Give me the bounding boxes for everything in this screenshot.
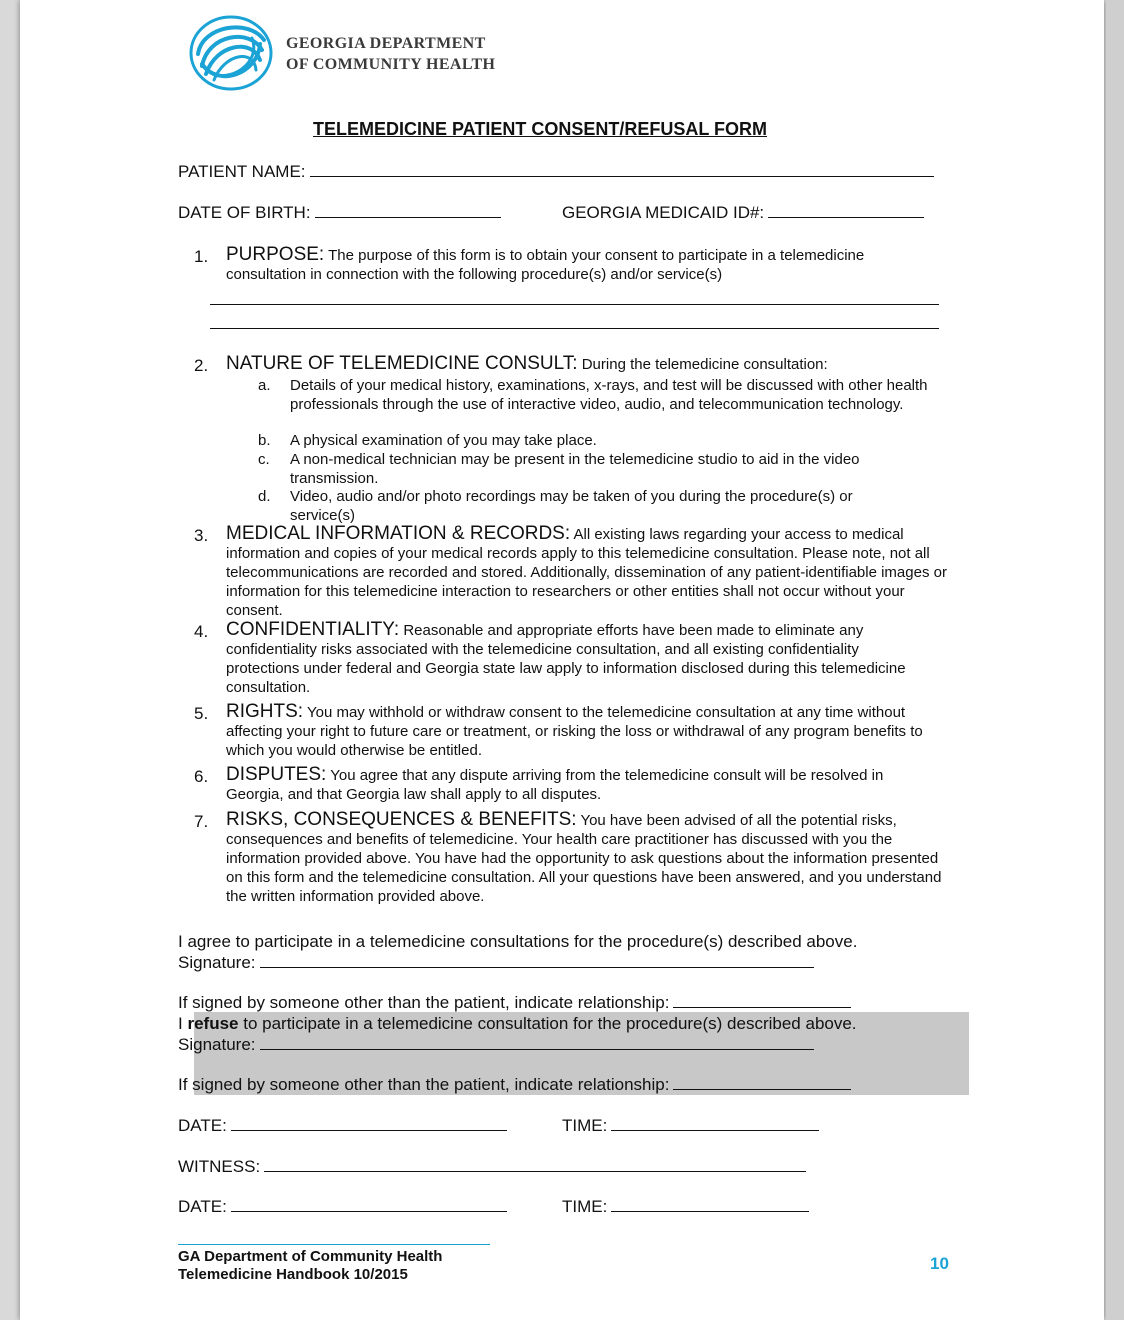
witness-line[interactable] xyxy=(264,1170,806,1172)
medicaid-id-field[interactable] xyxy=(562,203,924,223)
org-name-line1: GEORGIA DEPARTMENT xyxy=(286,35,486,52)
time2-line[interactable] xyxy=(611,1210,809,1212)
refuse-signature-line[interactable] xyxy=(260,1048,814,1050)
patient-name-field[interactable] xyxy=(178,162,934,182)
dob-label: DATE OF BIRTH: xyxy=(178,203,311,222)
witness-field[interactable] xyxy=(178,1157,806,1177)
refuse-statement xyxy=(178,1014,857,1034)
section-heading: PURPOSE: xyxy=(226,244,325,265)
section-number: 4. xyxy=(194,622,209,641)
time2-field[interactable] xyxy=(562,1197,809,1217)
section-number: 5. xyxy=(194,704,209,723)
list-item-text: A non-medical technician may be present in the telemedicine studio to aid in the video transmission. xyxy=(290,451,860,487)
section-medical-records xyxy=(226,524,948,620)
refuse-relationship-field[interactable] xyxy=(178,1075,851,1095)
date-field[interactable] xyxy=(178,1116,507,1136)
agree-signature-field[interactable] xyxy=(178,953,814,973)
section-body: You agree that any dispute arriving from the telemedicine consult will be resolved in Georgia, and that Georgia law shall apply to all disputes. xyxy=(226,767,884,803)
date2-field[interactable] xyxy=(178,1197,507,1217)
medicaid-id-label: GEORGIA MEDICAID ID#: xyxy=(562,203,765,222)
section-number: 7. xyxy=(194,812,209,831)
section-purpose xyxy=(226,245,946,284)
refuse-bold: refuse xyxy=(187,1014,239,1033)
section-body: The purpose of this form is to obtain your consent to participate in a telemedicine consultation in connection with the following procedure(s) and/or service(s) xyxy=(226,247,865,283)
date-label: DATE: xyxy=(178,1197,227,1216)
section-body: You have been advised of all the potential risks, consequences and benefits of telemedicine. Your health care practitioner has discussed with you the information provided above. You have had the opportunity to ask questions about the information presented on this form and the telemedicine consultation. All your questions have been answered, and you understand the written information provided above. xyxy=(226,812,942,905)
footer-line1: GA Department of Community Health xyxy=(178,1248,443,1265)
relationship-label: If signed by someone other than the patient, indicate relationship: xyxy=(178,993,670,1012)
section-number: 3. xyxy=(194,526,209,545)
list-item-text: Video, audio and/or photo recordings may be taken of you during the procedure(s) or service(s) xyxy=(290,488,853,524)
signature-label: Signature: xyxy=(178,1035,256,1054)
time-label: TIME: xyxy=(562,1197,608,1216)
form-title: TELEMEDICINE PATIENT CONSENT/REFUSAL FORM xyxy=(313,119,768,139)
time-label: TIME: xyxy=(562,1116,608,1135)
list-item-text: Details of your medical history, examinations, x-rays, and test will be discussed with other health professionals through the use of interactive video, audio, and telecommunication technology. xyxy=(290,377,928,413)
date2-line[interactable] xyxy=(231,1210,507,1212)
section-nature xyxy=(226,354,946,374)
time-field[interactable] xyxy=(562,1116,819,1136)
section-risks xyxy=(226,810,948,906)
list-item-text: A physical examination of you may take place. xyxy=(290,432,597,449)
agree-signature-line[interactable] xyxy=(260,966,814,968)
medicaid-id-line[interactable] xyxy=(768,216,924,218)
refuse-signature-field[interactable] xyxy=(178,1035,814,1055)
section-number: 1. xyxy=(194,247,209,266)
org-name-line2: OF COMMUNITY HEALTH xyxy=(286,56,496,73)
purpose-answer-line-1[interactable] xyxy=(210,304,939,305)
signature-label: Signature: xyxy=(178,953,256,972)
footer-line2: Telemedicine Handbook 10/2015 xyxy=(178,1266,408,1283)
section-number: 6. xyxy=(194,767,209,786)
relationship-label: If signed by someone other than the patient, indicate relationship: xyxy=(178,1075,670,1094)
list-item-letter: c. xyxy=(258,451,270,468)
witness-label: WITNESS: xyxy=(178,1157,261,1176)
refuse-relationship-line[interactable] xyxy=(673,1088,851,1090)
dob-field[interactable] xyxy=(178,203,501,223)
patient-name-label: PATIENT NAME: xyxy=(178,162,306,181)
section-rights xyxy=(226,702,926,760)
list-item-letter: a. xyxy=(258,377,271,394)
section-heading: CONFIDENTIALITY: xyxy=(226,619,400,640)
date-label: DATE: xyxy=(178,1116,227,1135)
section-confidentiality xyxy=(226,620,926,697)
date-line[interactable] xyxy=(231,1129,507,1131)
window-edge xyxy=(1106,0,1124,1320)
patient-name-line[interactable] xyxy=(310,175,934,177)
section-heading: RIGHTS: xyxy=(226,701,304,722)
section-body: You may withhold or withdraw consent to the telemedicine consultation at any time without affecting your right to future care or treatment, or risking the loss or withdrawal of any program benefits to which you would otherwise be entitled. xyxy=(226,704,923,759)
list-item-letter: d. xyxy=(258,488,271,505)
section-heading: MEDICAL INFORMATION & RECORDS: xyxy=(226,523,571,544)
document-page xyxy=(20,0,1104,1320)
section-body: All existing laws regarding your access to medical information and copies of your medical records apply to this telemedicine consultation. Please note, not all telecommunications are recorded and stored. Additionally, dissemination of any patient-identifiable images or information for this telemedicine interaction to researchers or other entities shall not occur without your consent. xyxy=(226,526,947,619)
agree-relationship-line[interactable] xyxy=(673,1006,851,1008)
agree-statement: I agree to participate in a telemedicine consultations for the procedure(s) described above. xyxy=(178,932,858,951)
section-body: Reasonable and appropriate efforts have been made to eliminate any confidentiality risks associated with the telemedicine consultation, and all existing confidentiality protections under federal and Georgia state law apply to information disclosed during this telemedicine consultation. xyxy=(226,622,906,696)
section-heading: DISPUTES: xyxy=(226,764,327,785)
purpose-answer-line-2[interactable] xyxy=(210,328,939,329)
dob-line[interactable] xyxy=(315,216,501,218)
section-heading: NATURE OF TELEMEDICINE CONSULT: xyxy=(226,353,578,374)
section-body: During the telemedicine consultation: xyxy=(581,356,828,373)
dch-logo-icon xyxy=(188,14,274,92)
section-heading: RISKS, CONSEQUENCES & BENEFITS: xyxy=(226,809,577,830)
refuse-prefix: I xyxy=(178,1014,183,1033)
list-item-letter: b. xyxy=(258,432,271,449)
refuse-rest: to participate in a telemedicine consultation for the procedure(s) described above. xyxy=(243,1014,857,1033)
section-disputes xyxy=(226,765,938,804)
agree-relationship-field[interactable] xyxy=(178,993,851,1013)
footer-rule xyxy=(178,1244,490,1245)
section-number: 2. xyxy=(194,356,209,375)
time-line[interactable] xyxy=(611,1129,819,1131)
page-number: 10 xyxy=(930,1254,949,1273)
